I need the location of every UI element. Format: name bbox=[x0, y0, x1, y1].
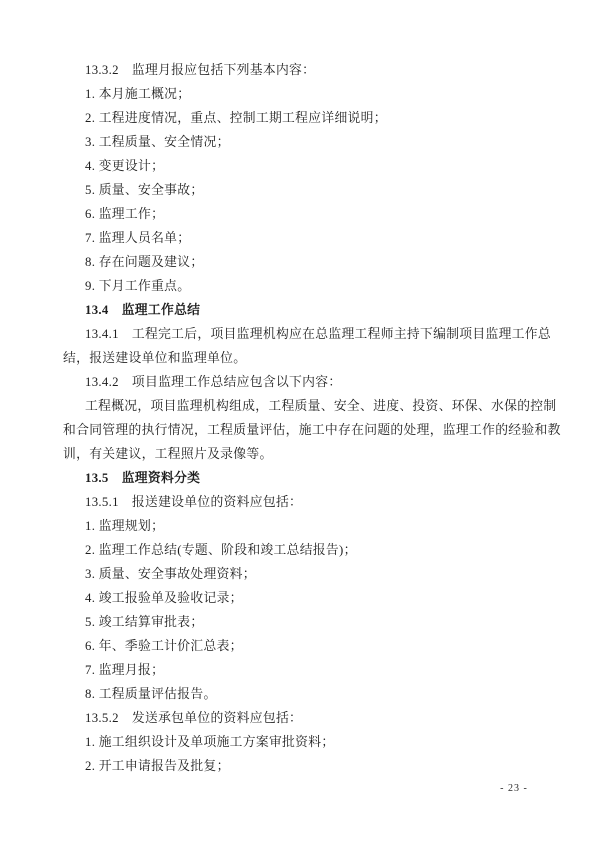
text-line: 13.5.2 发送承包单位的资料应包括： bbox=[85, 711, 303, 725]
text-line: 5. 质量、安全事故； bbox=[85, 183, 204, 197]
text-line: 1. 施工组织设计及单项施工方案审批资料； bbox=[85, 735, 335, 749]
text-line: 13.3.2 监理月报应包括下列基本内容： bbox=[85, 63, 316, 77]
text-line: 13.4.1 工程完工后，项目监理机构应在总监理工程师主持下编制项目监理工作总 bbox=[85, 327, 551, 341]
text-line: 13.5.1 报送建设单位的资料应包括： bbox=[85, 495, 303, 509]
text-line: 训，有关建议，工程照片及录像等。 bbox=[63, 447, 273, 461]
text-line: 3. 工程质量、安全情况； bbox=[85, 135, 230, 149]
text-line: 结，报送建设单位和监理单位。 bbox=[63, 351, 247, 365]
text-line: 2. 开工申请报告及批复； bbox=[85, 759, 230, 773]
text-line: 1. 监理规划； bbox=[85, 519, 165, 533]
text-line: 5. 竣工结算审批表； bbox=[85, 615, 204, 629]
text-line: 13.4 监理工作总结 bbox=[85, 303, 201, 317]
text-line: 13.4.2 项目监理工作总结应包含以下内容： bbox=[85, 375, 342, 389]
text-line: 工程概况，项目监理机构组成，工程质量、安全、进度、投资、环保、水保的控制 bbox=[85, 399, 557, 413]
text-line: 6. 年、季验工计价汇总表； bbox=[85, 639, 243, 653]
document-body bbox=[63, 58, 561, 778]
text-line: 6. 监理工作； bbox=[85, 207, 165, 221]
text-line: 9. 下月工作重点。 bbox=[85, 279, 191, 293]
text-line: 7. 监理月报； bbox=[85, 663, 165, 677]
text-line: 1. 本月施工概况； bbox=[85, 87, 191, 101]
text-line: 和合同管理的执行情况，工程质量评估，施工中存在问题的处理，监理工作的经验和教 bbox=[63, 423, 561, 437]
text-line: 3. 质量、安全事故处理资料； bbox=[85, 567, 256, 581]
text-line: 2. 监理工作总结(专题、阶段和竣工总结报告)； bbox=[85, 543, 357, 557]
text-line: 8. 存在问题及建议； bbox=[85, 255, 204, 269]
page-number: - 23 - bbox=[500, 783, 528, 794]
text-line: 7. 监理人员名单； bbox=[85, 231, 191, 245]
text-line: 4. 竣工报验单及验收记录； bbox=[85, 591, 243, 605]
text-line: 13.5 监理资料分类 bbox=[85, 471, 201, 485]
text-line: 4. 变更设计； bbox=[85, 159, 165, 173]
text-line: 8. 工程质量评估报告。 bbox=[85, 687, 217, 701]
text-line: 2. 工程进度情况，重点、控制工期工程应详细说明； bbox=[85, 111, 387, 125]
